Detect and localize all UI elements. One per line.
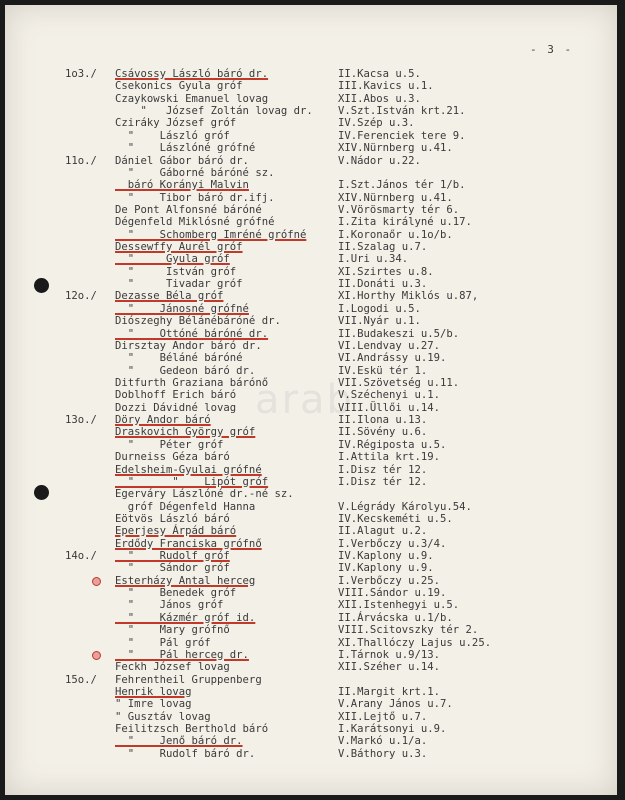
- punch-hole: [34, 278, 49, 293]
- red-mark-icon: [92, 577, 101, 586]
- entry-address: I.Uri u.34.: [338, 253, 409, 266]
- entry-name: Eperjesy Árpád báró: [115, 525, 237, 538]
- entry-address: I.Zita királyné u.17.: [338, 216, 472, 229]
- entry-name: Csávossy László báró dr.: [115, 68, 269, 80]
- entry-address: III.Kavics u.1.: [338, 80, 434, 93]
- entry-address: VI.Andrássy u.19.: [338, 352, 447, 365]
- entry-address: V.Arany János u.7.: [338, 698, 453, 711]
- entry-name: De Pont Alfonsné báróné: [115, 203, 262, 216]
- entry-number: 11o./: [65, 154, 97, 167]
- entry-name: Csekonics Gyula gróf: [115, 80, 243, 93]
- entry-address: IV.Ferenciek tere 9.: [338, 129, 466, 142]
- entry-address: IV.Szép u.3.: [338, 117, 415, 130]
- entry-name: " Tivadar gróf: [115, 278, 243, 291]
- entry-address: XIV.Nürnberg u.41.: [338, 191, 453, 204]
- entry-name: Czaykowski Emanuel lovag: [115, 92, 269, 105]
- entry-address: II.Alagut u.2.: [338, 525, 428, 538]
- entry-name: " Kázmér gróf id.: [115, 611, 256, 624]
- entry-name: Henrik lovag: [115, 686, 192, 698]
- entry-name: gróf Dégenfeld Hanna: [115, 500, 256, 513]
- entry-address: XIV.Nürnberg u.41.: [338, 142, 453, 155]
- entry-address: I.Logodi u.5.: [338, 302, 421, 315]
- entry-name: Feilitzsch Berthold báró: [115, 723, 269, 736]
- entry-name: " Pál herceg dr.: [115, 648, 249, 661]
- entry-address: XI.Thallóczy Lajus u.25.: [338, 636, 492, 649]
- entry-name: " László gróf: [115, 129, 230, 142]
- entry-number: 15o./: [65, 673, 97, 686]
- entry-name: " Ottóné báróné dr.: [115, 327, 269, 340]
- entry-name: Dezasse Béla gróf: [115, 290, 224, 303]
- entry-address: VII.Nyár u.1.: [338, 315, 421, 328]
- entry-number: 13o./: [65, 414, 97, 427]
- entry-name: " Péter gróf: [115, 438, 224, 451]
- entry-name: Diószeghy Bélánébáróné dr.: [115, 315, 281, 328]
- entry-address: XII.Lejtő u.7.: [338, 710, 428, 723]
- entry-address: I.Koronaőr u.1o/b.: [338, 228, 453, 241]
- entry-address: V.Szt.István krt.21.: [338, 105, 466, 118]
- entry-address: V.Markó u.1/a.: [338, 735, 428, 748]
- entry-name: Dessewffy Aurél gróf: [115, 241, 243, 254]
- entry-name: " István gróf: [115, 265, 237, 278]
- entry-address: I.Attila krt.19.: [338, 451, 441, 464]
- entry-name: " Béláné báróné: [115, 352, 243, 365]
- entry-name: Durneiss Géza báró: [115, 451, 230, 464]
- entry-address: XII.Széher u.14.: [338, 661, 441, 674]
- entry-name: Erdődy Franciska grófnő: [115, 537, 262, 550]
- entry-name: Dirsztay Andor báró dr.: [115, 339, 262, 352]
- entry-address: II.Árvácska u.1/b.: [338, 611, 453, 624]
- entry-address: IV.Kecskeméti u.5.: [338, 512, 453, 525]
- entry-address: IV.Kaplony u.9.: [338, 562, 434, 575]
- entry-address: V.Széchenyi u.1.: [338, 389, 441, 402]
- entry-address: V.Vörösmarty tér 6.: [338, 203, 460, 216]
- entry-name: " Sándor gróf: [115, 562, 230, 575]
- entry-name: " Tibor báró dr.ifj.: [115, 191, 275, 204]
- entry-name: Egerváry Lászlóné dr.-né sz.: [115, 488, 294, 501]
- entry-address: II.Donáti u.3.: [338, 278, 428, 291]
- entry-address: I.Verbőczy u.25.: [338, 574, 441, 587]
- entry-name: " " Lipót gróf: [115, 475, 269, 488]
- entry-name: " Schomberg Imréné grófné: [115, 228, 307, 241]
- entry-address: XII.Abos u.3.: [338, 92, 421, 105]
- entry-name: " Jánosné grófné: [115, 302, 249, 315]
- entry-name: " Gáborné báróné sz.: [115, 166, 275, 179]
- entry-name: " Imre lovag: [115, 698, 192, 711]
- entry-address: II.Ilona u.13.: [338, 414, 428, 427]
- entry-address: VIII.Üllői u.14.: [338, 401, 441, 414]
- document-page: [5, 5, 617, 795]
- entry-number: 14o./: [65, 550, 97, 563]
- entry-name: Dégenfeld Miklósné grófné: [115, 216, 275, 229]
- entry-name: " Lászlóné grófné: [115, 142, 256, 155]
- entry-address: XI.Szirtes u.8.: [338, 265, 434, 278]
- entry-name: Esterházy Antal herceg: [115, 574, 256, 587]
- entry-address: V.Báthory u.3.: [338, 747, 428, 760]
- entry-name: " Gusztáv lovag: [115, 710, 211, 723]
- entry-name: " József Zoltán lovag dr.: [115, 105, 313, 118]
- entry-name: " Gedeon báró dr.: [115, 364, 256, 377]
- entry-number: 12o./: [65, 290, 97, 303]
- entry-name: Dániel Gábor báró dr.: [115, 154, 249, 167]
- entry-address: II.Kacsa u.5.: [338, 68, 421, 80]
- entry-name: Fehrentheil Gruppenberg: [115, 673, 262, 686]
- entry-address: VIII.Sándor u.19.: [338, 587, 447, 600]
- entry-address: I.Disz tér 12.: [338, 475, 428, 488]
- entry-name: " János gróf: [115, 599, 224, 612]
- entry-address: V.Nádor u.22.: [338, 154, 421, 167]
- entry-name: " Benedek gróf: [115, 587, 237, 600]
- entry-address: IV.Régiposta u.5.: [338, 438, 447, 451]
- page-number: - 3 -: [530, 43, 574, 56]
- entry-address: I.Karátsonyi u.9.: [338, 723, 447, 736]
- entry-name: Döry Andor báró: [115, 414, 211, 427]
- entry-address: II.Sövény u.6.: [338, 426, 428, 439]
- entry-name: Cziráky József gróf: [115, 117, 237, 130]
- entry-address: XI.Horthy Miklós u.87,: [338, 290, 479, 303]
- entry-address: VII.Szövetség u.11.: [338, 377, 460, 389]
- entry-name: " Jenő báró dr.: [115, 735, 243, 748]
- entry-address: II.Szalag u.7.: [338, 241, 428, 254]
- entry-number: 1o3./: [65, 68, 97, 80]
- entry-name: Feckh József lovag: [115, 661, 230, 674]
- entry-name: báró Korányi Malvin: [115, 179, 249, 192]
- entry-name: Ditfurth Graziana bárónő: [115, 377, 269, 389]
- entry-name: Eötvös László báró: [115, 512, 230, 525]
- entry-address: I.Tárnok u.9/13.: [338, 648, 441, 661]
- entry-address: V.Légrády Károlyu.54.: [338, 500, 472, 513]
- watermark: arab: [255, 377, 354, 423]
- entry-name: " Pál gróf: [115, 636, 211, 649]
- entry-name: Draskovich György gróf: [115, 426, 256, 439]
- entry-name: " Mary grófnő: [115, 624, 230, 637]
- entry-name: Doblhoff Erich báró: [115, 389, 237, 402]
- entry-name: " Gyula gróf: [115, 253, 230, 266]
- entry-address: VIII.Scitovszky tér 2.: [338, 624, 479, 637]
- entry-name: Edelsheim-Gyulai grófné: [115, 463, 262, 476]
- entry-address: XII.Istenhegyi u.5.: [338, 599, 460, 612]
- entry-address: II.Budakeszi u.5/b.: [338, 327, 460, 340]
- entry-address: II.Margit krt.1.: [338, 686, 441, 698]
- red-mark-icon: [92, 651, 101, 660]
- entry-address: I.Szt.János tér 1/b.: [338, 179, 466, 192]
- entry-address: I.Verbőczy u.3/4.: [338, 537, 447, 550]
- entry-name: " Rudolf gróf: [115, 550, 230, 563]
- entry-address: IV.Eskü tér 1.: [338, 364, 428, 377]
- entry-address: I.Disz tér 12.: [338, 463, 428, 476]
- entry-name: " Rudolf báró dr.: [115, 747, 256, 760]
- entry-address: IV.Kaplony u.9.: [338, 550, 434, 563]
- punch-hole: [34, 485, 49, 500]
- entry-address: VI.Lendvay u.27.: [338, 339, 441, 352]
- entry-name: Dozzi Dávidné lovag: [115, 401, 237, 414]
